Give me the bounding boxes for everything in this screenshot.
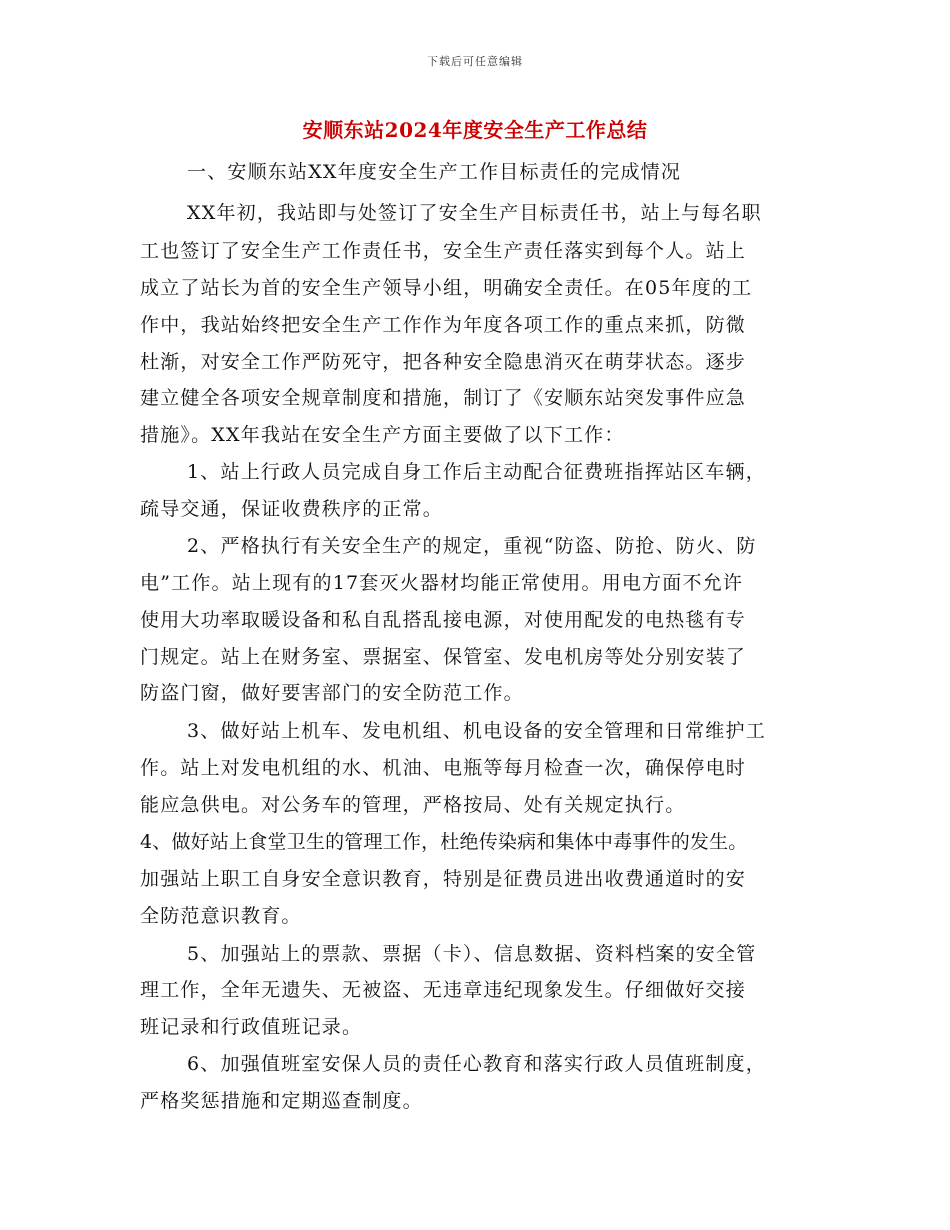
list-item-line: 电”工作。站上现有的17套灭火器材均能正常使用。用电方面不允许	[140, 572, 744, 594]
list-item-line: 加强站上职工自身安全意识教育，特别是征费员进出收费通道时的安	[140, 868, 747, 890]
paragraph-line: 成立了站长为首的安全生产领导小组，明确安全责任。在05年度的工	[140, 277, 753, 299]
list-item-line: 1、站上行政人员完成自身工作后主动配合征费班指挥站区车辆，	[187, 461, 766, 483]
paragraph-line: XX年初，我站即与处签订了安全生产目标责任书，站上与每名职	[187, 202, 762, 224]
paragraph-line: 工也签订了安全生产工作责任书，安全生产责任落实到每个人。站上	[140, 240, 747, 262]
list-item-line: 能应急供电。对公务车的管理，严格按局、处有关规定执行。	[140, 794, 686, 816]
section-heading: 一、安顺东站XX年度安全生产工作目标责任的完成情况	[187, 161, 682, 183]
list-item-line: 作。站上对发电机组的水、机油、电瓶等每月检查一次，确保停电时	[140, 757, 747, 779]
list-item-line: 使用大功率取暖设备和私自乱搭乱接电源，对使用配发的电热毯有专	[140, 609, 747, 631]
list-item-line: 4、做好站上食堂卫生的管理工作，杜绝传染病和集体中毒事件的发生。	[140, 831, 748, 853]
list-item-line: 5、加强站上的票款、票据（卡）、信息数据、资料档案的安全管	[187, 943, 757, 965]
page-header: 下载后可任意编辑	[427, 55, 523, 68]
document-title: 安顺东站2024年度安全生产工作总结	[302, 118, 648, 142]
list-item-line: 6、加强值班室安保人员的责任心教育和落实行政人员值班制度，	[187, 1053, 766, 1075]
list-item-line: 2、严格执行有关安全生产的规定，重视“防盗、防抢、防火、防	[187, 535, 757, 557]
paragraph-line: 建立健全各项安全规章制度和措施，制订了《安顺东站突发事件应急	[140, 387, 747, 409]
list-item-line: 班记录和行政值班记录。	[140, 1016, 363, 1038]
list-item-line: 疏导交通，保证收费秩序的正常。	[140, 498, 444, 520]
list-item-line: 防盗门窗，做好要害部门的安全防范工作。	[140, 682, 524, 704]
list-item-line: 3、做好站上机车、发电机组、机电设备的安全管理和日常维护工	[187, 720, 766, 742]
paragraph-line: 杜渐，对安全工作严防死守，把各种安全隐患消灭在萌芽状态。逐步	[140, 351, 747, 373]
paragraph-line: 措施》。XX年我站在安全生产方面主要做了以下工作：	[140, 424, 625, 446]
paragraph-line: 作中，我站始终把安全生产工作作为年度各项工作的重点来抓，防微	[140, 314, 747, 336]
list-item-line: 理工作，全年无遗失、无被盗、无违章违纪现象发生。仔细做好交接	[140, 979, 747, 1001]
list-item-line: 严格奖惩措施和定期巡查制度。	[140, 1090, 423, 1112]
list-item-line: 全防范意识教育。	[140, 905, 302, 927]
list-item-line: 门规定。站上在财务室、票据室、保管室、发电机房等处分别安装了	[140, 646, 747, 668]
